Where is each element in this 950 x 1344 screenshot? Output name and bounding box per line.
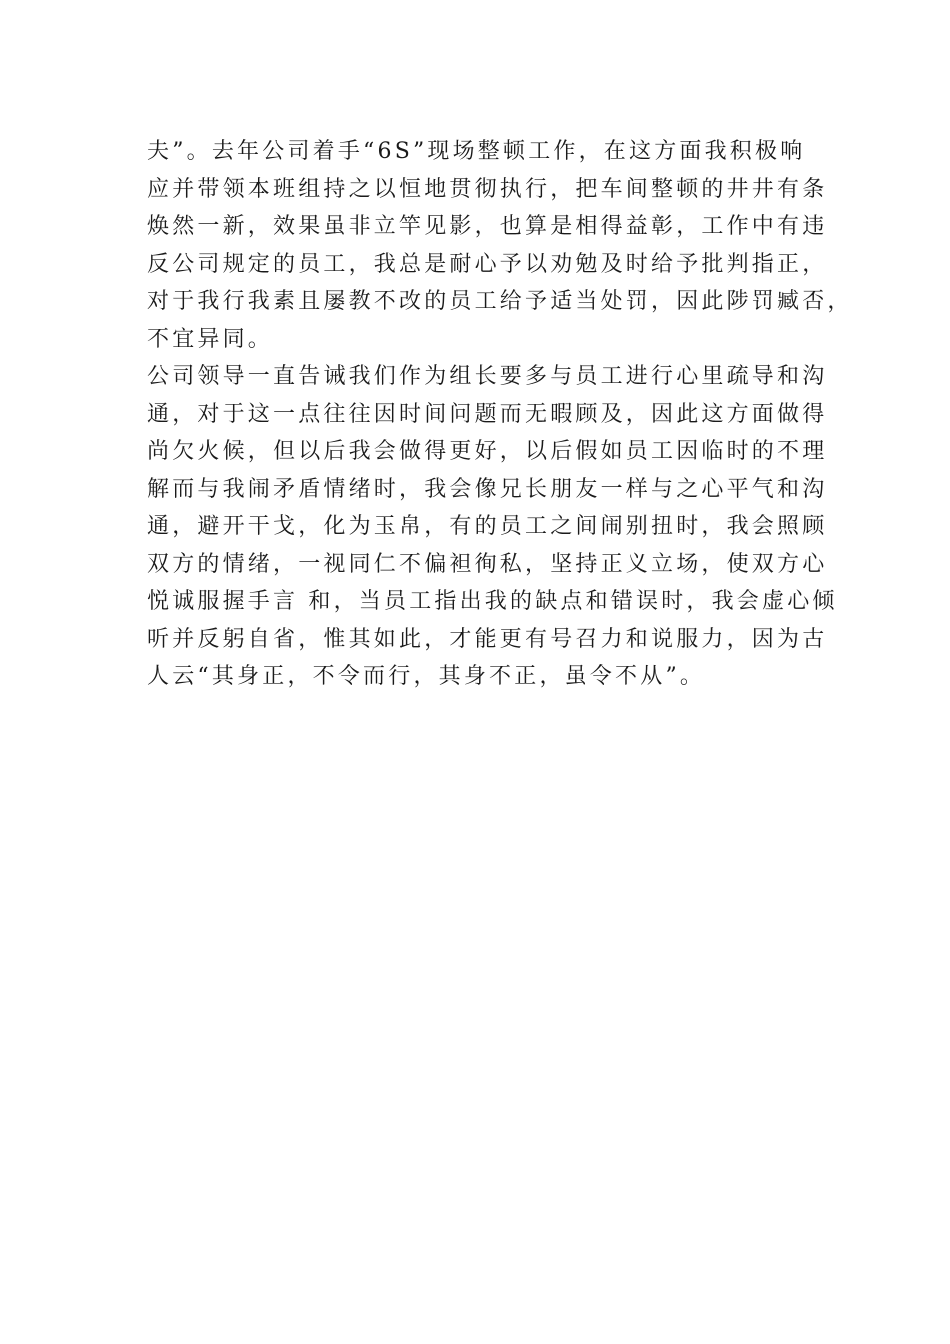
text-line: 双方的情绪，一视同仁不偏袒徇私，坚持正义立场，使双方心 bbox=[147, 551, 828, 577]
text-line: 解而与我闹矛盾情绪时，我会像兄长朋友一样与之心平气和沟 bbox=[147, 476, 828, 502]
text-line: 反公司规定的员工，我总是耐心予以劝勉及时给予批判指正， bbox=[147, 251, 828, 277]
text-line: 人云“其身正，不令而行，其身不正，虽令不从”。 bbox=[147, 664, 706, 689]
text-line: 通，对于这一点往往因时间问题而无暇顾及，因此这方面做得 bbox=[147, 401, 828, 427]
text-line: 对于我行我素且屡教不改的员工给予适当处罚，因此陟罚臧否， bbox=[147, 289, 853, 314]
text-line: 公司领导一直告诫我们作为组长要多与员工进行心里疏导和沟 bbox=[147, 364, 828, 389]
text-line: 不宜异同。 bbox=[147, 326, 274, 352]
body-text bbox=[147, 133, 853, 696]
text-line: 尚欠火候，但以后我会做得更好，以后假如员工因临时的不理 bbox=[147, 439, 828, 464]
text-line: 夫”。去年公司着手“6S”现场整顿工作，在这方面我积极响 bbox=[147, 139, 806, 164]
text-line: 听并反躬自省，惟其如此，才能更有号召力和说服力，因为古 bbox=[147, 626, 828, 652]
text-line: 焕然一新，效果虽非立竿见影，也算是相得益彰，工作中有违 bbox=[147, 214, 828, 239]
text-line: 悦诚服握手言 和，当员工指出我的缺点和错误时，我会虚心倾 bbox=[147, 589, 838, 614]
text-line: 应并带领本班组持之以恒地贯彻执行，把车间整顿的井井有条 bbox=[147, 176, 828, 202]
text-line: 通，避开干戈，化为玉帛，有的员工之间闹别扭时，我会照顾 bbox=[147, 514, 828, 539]
